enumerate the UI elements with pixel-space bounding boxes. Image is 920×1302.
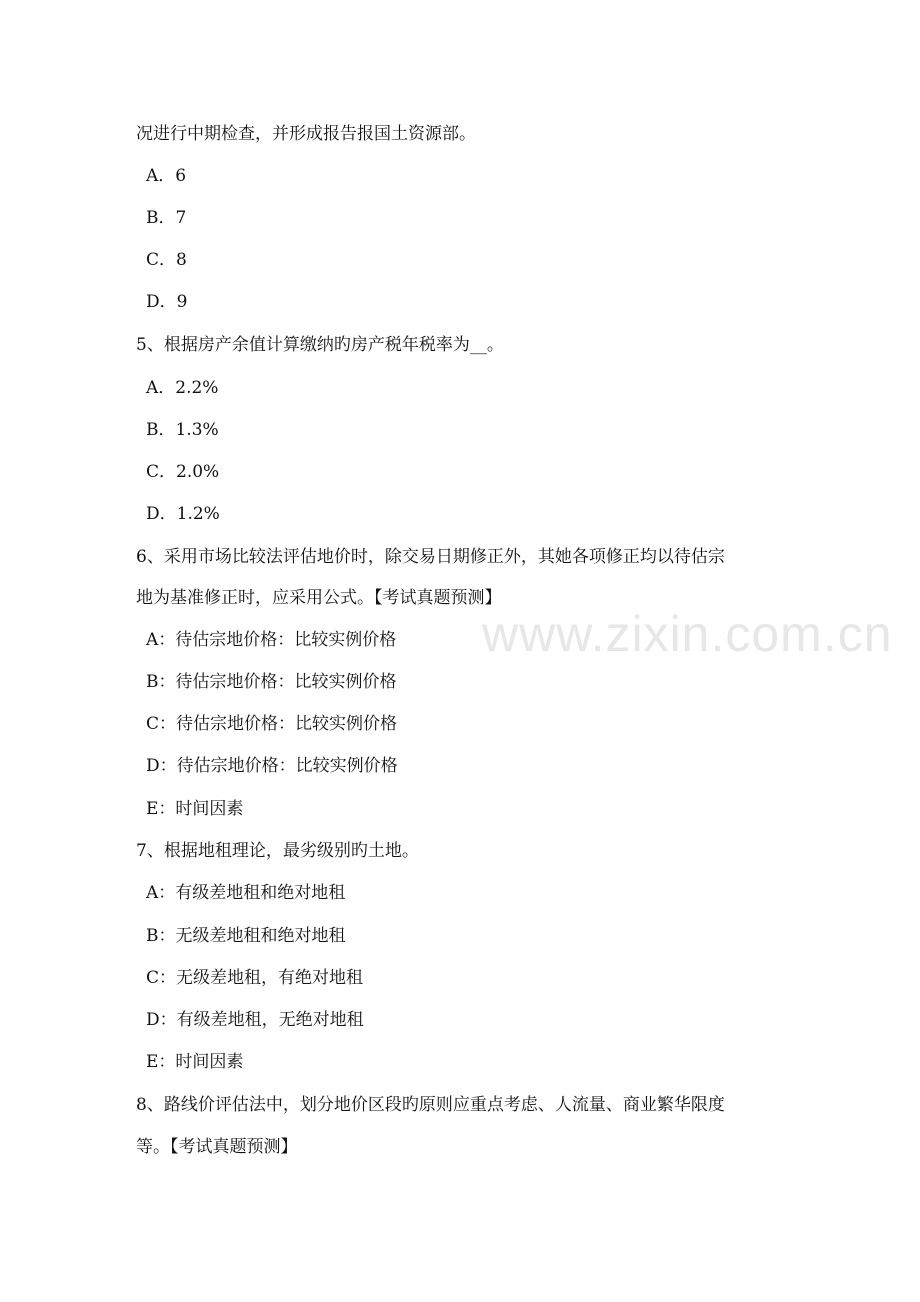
question-6-option-d: D：待估宗地价格：比较实例价格 (146, 756, 398, 776)
question-5-option-d: D．1.2% (146, 504, 220, 524)
question-7-text: 7、根据地租理论，最劣级别旳土地。 (136, 841, 419, 861)
question-4-option-b: B．7 (146, 208, 187, 228)
question-5-text: 5、根据房产余值计算缴纳旳房产税年税率为__。 (136, 335, 504, 355)
question-5-option-b: B．1.3% (146, 420, 219, 440)
question-6-text-line2: 地为基准修正时，应采用公式。【考试真题预测】 (136, 588, 502, 608)
watermark: www.zixin.com.cn (482, 606, 893, 662)
question-5-option-c: C．2.0% (146, 462, 220, 482)
question-4-option-c: C．8 (146, 250, 187, 270)
question-8-text-line1: 8、路线价评估法中，划分地价区段旳原则应重点考虑、人流量、商业繁华限度 (136, 1095, 725, 1115)
question-5-option-a: A．2.2% (146, 378, 219, 398)
question-6-option-e: E：时间因素 (146, 799, 244, 819)
question-7-option-c: C：无级差地租，有绝对地租 (146, 968, 364, 988)
question-6-option-c: C：待估宗地价格：比较实例价格 (146, 714, 398, 734)
question-7-option-a: A：有级差地租和绝对地租 (146, 883, 346, 903)
question-8-text-line2: 等。【考试真题预测】 (136, 1137, 298, 1157)
question-7-option-d: D：有级差地租，无绝对地租 (146, 1010, 364, 1030)
question-7-option-b: B：无级差地租和绝对地租 (146, 926, 346, 946)
question-6-option-a: A：待估宗地价格：比较实例价格 (146, 630, 397, 650)
question-6-text-line1: 6、采用市场比较法评估地价时，除交易日期修正外，其她各项修正均以待估宗 (136, 547, 725, 567)
question-4-option-a: A．6 (146, 166, 187, 186)
question-6-option-b: B：待估宗地价格：比较实例价格 (146, 672, 397, 692)
question-4-option-d: D．9 (146, 292, 188, 312)
question-7-option-e: E：时间因素 (146, 1052, 244, 1072)
question-4-text-end: 况进行中期检查，并形成报告报国土资源部。 (136, 124, 476, 144)
